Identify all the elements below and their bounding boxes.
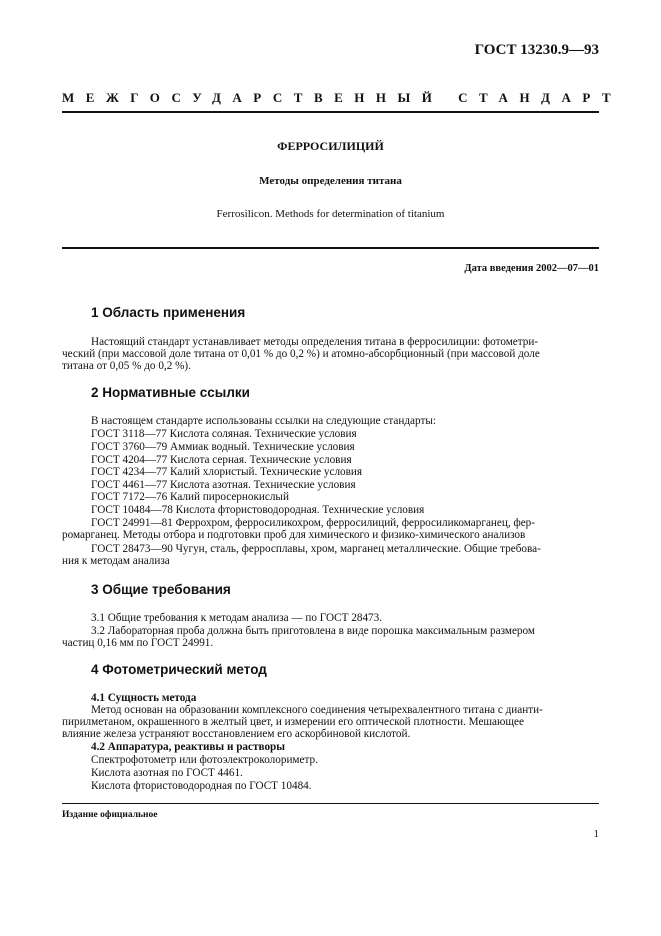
section-4-heading: 4 Фотометрический метод — [91, 662, 267, 677]
reference-item: ГОСТ 4234—77 Калий хлористый. Технические условия — [91, 466, 363, 478]
page-number: 1 — [593, 828, 599, 840]
subsection-4-2-heading: 4.2 Аппаратура, реактивы и растворы — [91, 741, 285, 753]
clause-4-1-line: влияние железа устраняют восстановлением его аскорбиновой кислотой. — [62, 728, 411, 740]
equipment-item: Спектрофотометр или фотоэлектроколориметр. — [91, 754, 318, 766]
document-subtitle: Методы определения титана — [259, 175, 402, 187]
top-divider — [62, 111, 599, 113]
section-1-line: ческий (при массовой доле титана от 0,01 % до 0,2 %) и атомно-абсорбционный (при массовой доле — [62, 348, 540, 360]
effective-date: Дата введения 2002—07—01 — [464, 263, 599, 274]
equipment-item: Кислота азотная по ГОСТ 4461. — [91, 767, 243, 779]
reference-item: ГОСТ 3760—79 Аммиак водный. Технические условия — [91, 441, 355, 453]
reference-item-continuation: ния к методам анализа — [62, 555, 170, 567]
footer-divider — [62, 803, 599, 804]
reference-item-continuation: ромарганец. Методы отбора и подготовки проб для химического и физико-химического анализов — [62, 529, 526, 541]
clause-4-1-line: пирилметаном, окрашенного в желтый цвет, и измерении его оптической плотности. Мешающее — [62, 716, 524, 728]
clause-3-2: 3.2 Лабораторная проба должна быть приготовлена в виде порошка максимальным размером — [91, 625, 535, 637]
section-1-line: Настоящий стандарт устанавливает методы определения титана в ферросилиции: фотометри- — [91, 336, 539, 348]
reference-item: ГОСТ 4204—77 Кислота серная. Технические условия — [91, 454, 352, 466]
reference-item: ГОСТ 24991—81 Феррохром, ферросиликохром, ферросилиций, ферросиликомарганец, фер- — [91, 517, 535, 529]
reference-item: ГОСТ 7172—76 Калий пиросернокислый — [91, 491, 289, 503]
english-title: Ferrosilicon. Methods for determination of titanium — [216, 208, 445, 220]
reference-item: ГОСТ 28473—90 Чугун, сталь, ферросплавы, хром, марганец металлические. Общие требова- — [91, 543, 541, 555]
clause-3-1: 3.1 Общие требования к методам анализа — по ГОСТ 28473. — [91, 612, 383, 624]
interstate-standard-banner: МЕЖГОСУДАРСТВЕННЫЙ СТАНДАРТ — [62, 90, 623, 105]
subsection-4-1-heading: 4.1 Сущность метода — [91, 692, 197, 704]
reference-item: ГОСТ 10484—78 Кислота фтористоводородная. Технические условия — [91, 504, 425, 516]
clause-3-2-continuation: частиц 0,16 мм по ГОСТ 24991. — [62, 637, 214, 649]
section-2-intro: В настоящем стандарте использованы ссылки на следующие стандарты: — [91, 415, 436, 427]
equipment-item: Кислота фтористоводородная по ГОСТ 10484. — [91, 780, 312, 792]
section-1-heading: 1 Область применения — [91, 305, 246, 320]
clause-4-1-line: Метод основан на образовании комплексного соединения четырехвалентного титана с дианти- — [91, 704, 543, 716]
section-1-line: титана от 0,05 % до 0,2 %). — [62, 360, 191, 372]
official-edition-note: Издание официальное — [62, 810, 158, 820]
reference-item: ГОСТ 3118—77 Кислота соляная. Технические условия — [91, 428, 357, 440]
section-3-heading: 3 Общие требования — [91, 582, 231, 597]
document-title: ФЕРРОСИЛИЦИЙ — [277, 139, 384, 153]
section-2-heading: 2 Нормативные ссылки — [91, 385, 250, 400]
gost-code: ГОСТ 13230.9—93 — [474, 42, 599, 58]
reference-item: ГОСТ 4461—77 Кислота азотная. Технические условия — [91, 479, 356, 491]
title-divider — [62, 247, 599, 249]
